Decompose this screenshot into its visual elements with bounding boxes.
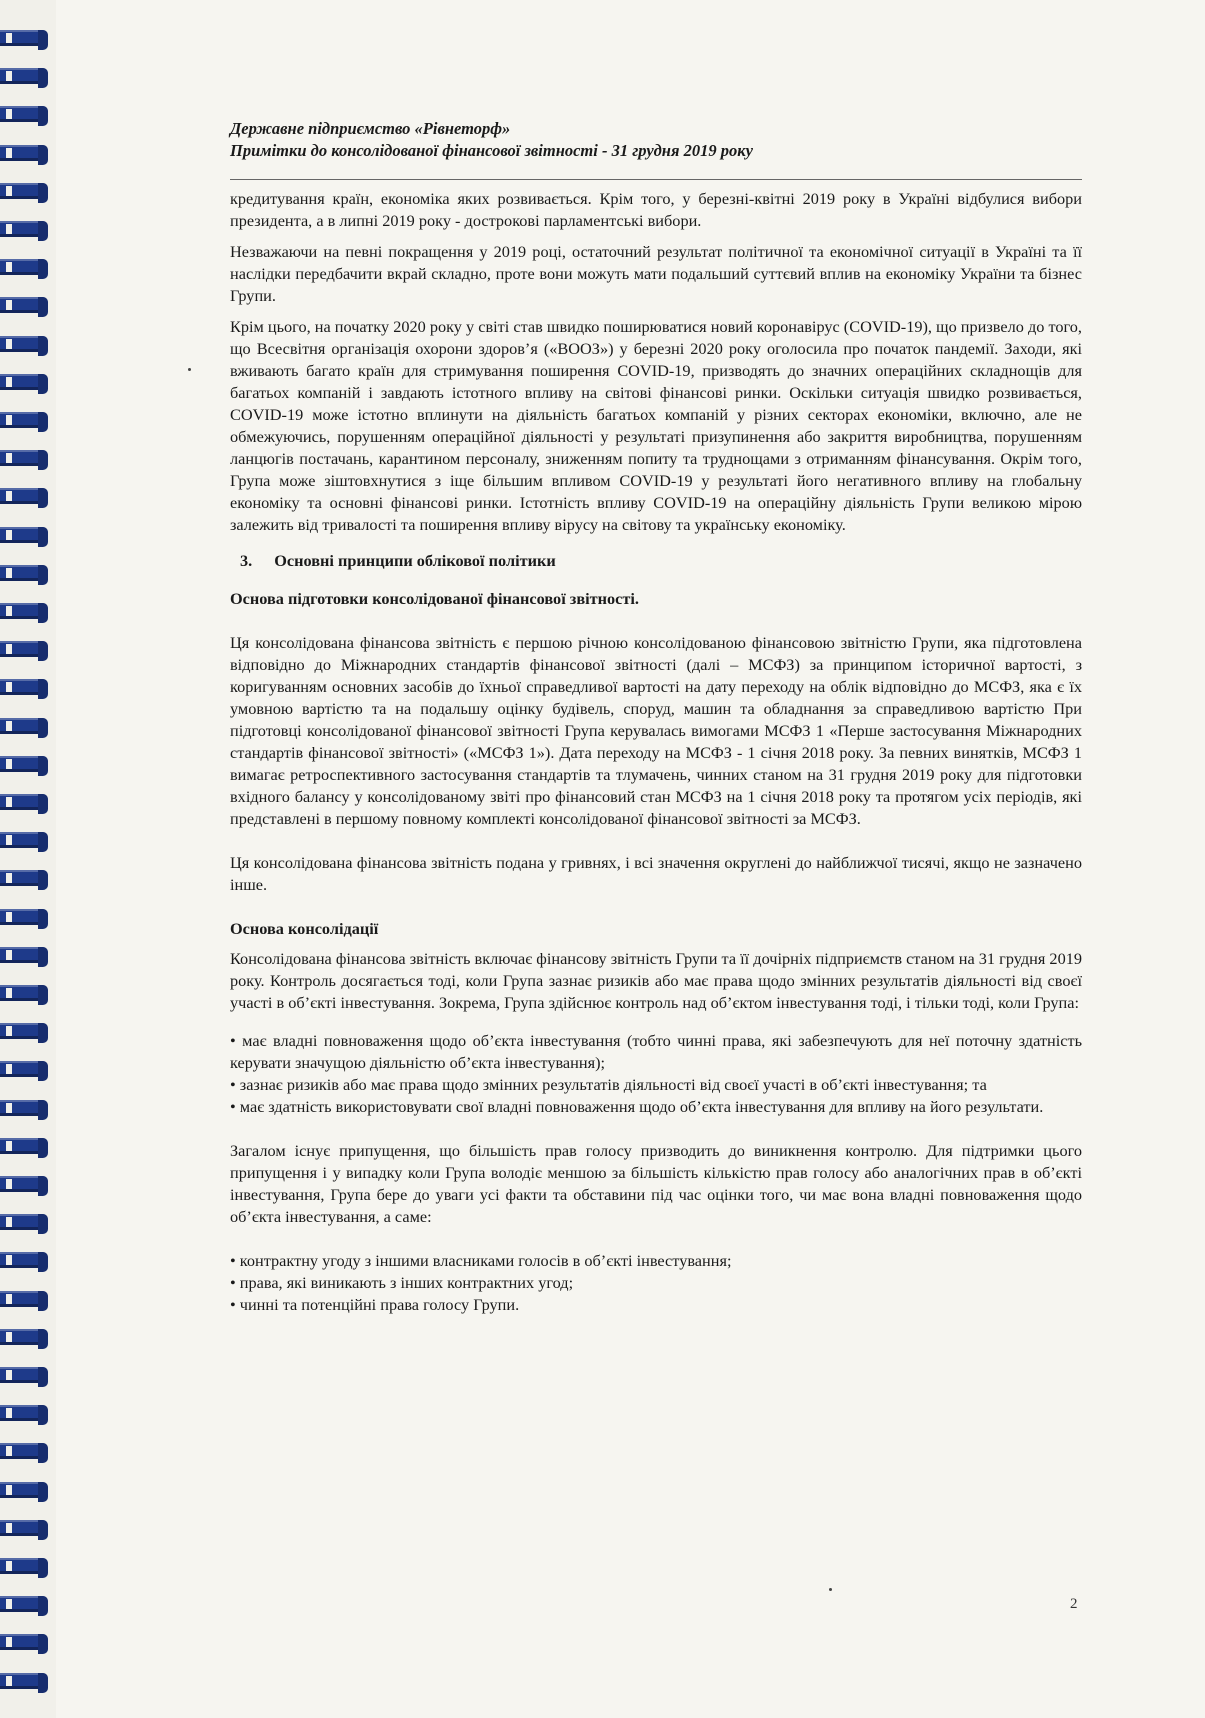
basis-heading: Основа підготовки консолідованої фінансової звітності. (230, 589, 639, 608)
page-number: 2 (1070, 1596, 1078, 1612)
page-header (230, 118, 1082, 162)
binding-coil (0, 1520, 56, 1540)
binding-coil (0, 450, 56, 470)
section-title: Основні принципи облікової політики (274, 551, 556, 570)
binding-coil (0, 527, 56, 547)
binding-coil (0, 985, 56, 1005)
binding-coil (0, 1329, 56, 1349)
scan-speck (829, 1588, 832, 1591)
binding-coil (0, 488, 56, 508)
consolidation-heading: Основа консолідації (230, 919, 379, 938)
paragraph-covid: Крім цього, на початку 2020 року у світі став швидко поширюватися новий коронавірус (COVID-19), що призвело до того, що Всесвітня організація охорони здоров’я («ВООЗ») у березні 2020 року оголосила про початок пандемії. Заходи, які вживають багато країн для стримування поширення COVID-19, призводять до значних операційних складнощів для багатьох компаній і завдають істотного впливу на світові фінансові ринки. Оскільки ситуація швидко розвивається, COVID-19 може істотно вплинути на діяльність багатьох компаній у різних секторах економіки, включно, але не обмежуючись, порушенням операційної діяльності у результаті призупинення або закриття виробництва, порушенням ланцюгів постачань, карантином персоналу, зниженням попиту та труднощами з отриманням фінансування. Окрім того, Група може зіштовхнутися з іще більшим впливом COVID-19 у результаті його негативного впливу на глобальну економіку та основні фінансові ринки. Істотність впливу COVID-19 на операційну діяльність Групи великою мірою залежить від тривалості та поширення впливу вірусу на світову та українську економіку. (230, 317, 1082, 534)
binding-coil (0, 679, 56, 699)
binding-coil (0, 794, 56, 814)
scan-speck (188, 368, 191, 371)
binding-coil (0, 145, 56, 165)
binding-coil (0, 947, 56, 967)
binding-coil (0, 1100, 56, 1120)
binding-coil (0, 1482, 56, 1502)
paragraph-elections: кредитування країн, економіка яких розвивається. Крім того, у березні-квітні 2019 року в Україні відбулися вибори президента, а в липні 2019 року - дострокові парламентські вибори. (230, 189, 1082, 230)
binding-coil (0, 832, 56, 852)
paragraph-currency: Ця консолідована фінансова звітність подана у гривнях, і всі значення округлені до найближчої тисячі, якщо не зазначено інше. (230, 853, 1082, 894)
binding-coil (0, 336, 56, 356)
binding-coil (0, 374, 56, 394)
binding-coil (0, 909, 56, 929)
binding-coil (0, 565, 56, 585)
binding-coil (0, 641, 56, 661)
binding-coil (0, 259, 56, 279)
binding-coil (0, 412, 56, 432)
binding-coil (0, 1596, 56, 1616)
header-divider (230, 179, 1082, 180)
binding-coil (0, 1214, 56, 1234)
spiral-binding (0, 0, 56, 1718)
list-item: • права, які виникають з інших контрактних угод; (230, 1273, 574, 1292)
binding-coil (0, 1176, 56, 1196)
list-item: • чинні та потенційні права голосу Групи. (230, 1295, 520, 1314)
binding-coil (0, 1291, 56, 1311)
list-item: • зазнає ризиків або має права щодо змінних результатів діяльності від своєї участі в об’єкті інвестування; та (230, 1075, 987, 1094)
paragraph-consolidation: Консолідована фінансова звітність включає фінансову звітність Групи та її дочірніх підприємств станом на 31 грудня 2019 року. Контроль досягається тоді, коли Група зазнає ризиків або має права щодо змінних результатів діяльності від своєї участі в об’єкті інвестування. Зокрема, Група здійснює контроль над об’єктом інвестування тоді, і тільки тоді, коли Група: (230, 949, 1082, 1012)
section-3-heading (230, 550, 1082, 572)
binding-coil (0, 756, 56, 776)
header-org: Державне підприємство «Рівнеторф» (230, 119, 511, 138)
paragraph-basis-preparation: Ця консолідована фінансова звітність є першою річною консолідованою фінансовою звітністю Групи, яка підготовлена відповідно до Міжнародних стандартів фінансової звітності (далі – МСФЗ) за принципом історичної вартості, з коригуванням основних засобів до їхньої справедливої вартості на дату переходу на облік відповідно до МСФЗ, яка є їх умовною вартістю та на подальшу оцінку будівель, споруд, машин та обладнання за справедливою вартістю При підготовці консолідованої фінансової звітності Група керувалась вимогами МСФЗ 1 «Перше застосування Міжнародних стандартів фінансової звітності» («МСФЗ 1»). Дата переходу на МСФЗ - 1 січня 2018 року. За певних винятків, МСФЗ 1 вимагає ретроспективного застосування стандартів та тлумачень, чинних станом на 31 грудня 2019 року для підготовки вхідного балансу у консолідованому звіті про фінансовий стан МСФЗ на 1 січня 2018 року та протягом усіх періодів, які представлені в першому повному комплекті консолідованої фінансової звітності за МСФЗ. (230, 633, 1082, 828)
paragraph-voting-rights: Загалом існує припущення, що більшість прав голосу призводить до виникнення контролю. Для підтримки цього припущення і у випадку коли Група володіє меншою за більшість кількістю прав голосу або аналогічних прав в об’єкті інвестування, Група бере до уваги усі факти та обставини під час оцінки того, чи має вона владні повноваження щодо об’єкта інвестування, а саме: (230, 1141, 1082, 1226)
binding-coil (0, 1023, 56, 1043)
binding-coil (0, 1252, 56, 1272)
voting-rights-list (230, 1250, 1082, 1316)
section-number: 3. (240, 551, 253, 570)
binding-coil (0, 1634, 56, 1654)
binding-coil (0, 718, 56, 738)
binding-coil (0, 603, 56, 623)
binding-coil (0, 1673, 56, 1693)
binding-coil (0, 1367, 56, 1387)
list-item: • має владні повноваження щодо об’єкта інвестування (тобто чинні права, які забезпечують для неї поточну здатність керувати значущою діяльністю об’єкта інвестування); (230, 1031, 1082, 1072)
paragraph-political-situation: Незважаючи на певні покращення у 2019 році, остаточний результат політичної та економічної ситуації в Україні та її наслідки передбачити вкрай складно, проте вони можуть мати подальший суттєвий вплив на економіку України та бізнес Групи. (230, 242, 1082, 305)
binding-coil (0, 68, 56, 88)
binding-coil (0, 870, 56, 890)
binding-coil (0, 297, 56, 317)
list-item: • контрактну угоду з іншими власниками голосів в об’єкті інвестування; (230, 1251, 732, 1270)
binding-coil (0, 1558, 56, 1578)
binding-coil (0, 1443, 56, 1463)
binding-coil (0, 1138, 56, 1158)
binding-coil (0, 183, 56, 203)
header-subtitle: Примітки до консолідованої фінансової звітності - 31 грудня 2019 року (230, 141, 753, 160)
binding-coil (0, 30, 56, 50)
control-criteria-list (230, 1030, 1082, 1118)
list-item: • має здатність використовувати свої владні повноваження щодо об’єкта інвестування для впливу на його результати. (230, 1097, 1044, 1116)
binding-coil (0, 221, 56, 241)
binding-coil (0, 1061, 56, 1081)
binding-coil (0, 1405, 56, 1425)
binding-coil (0, 106, 56, 126)
page-content (230, 118, 1082, 1316)
